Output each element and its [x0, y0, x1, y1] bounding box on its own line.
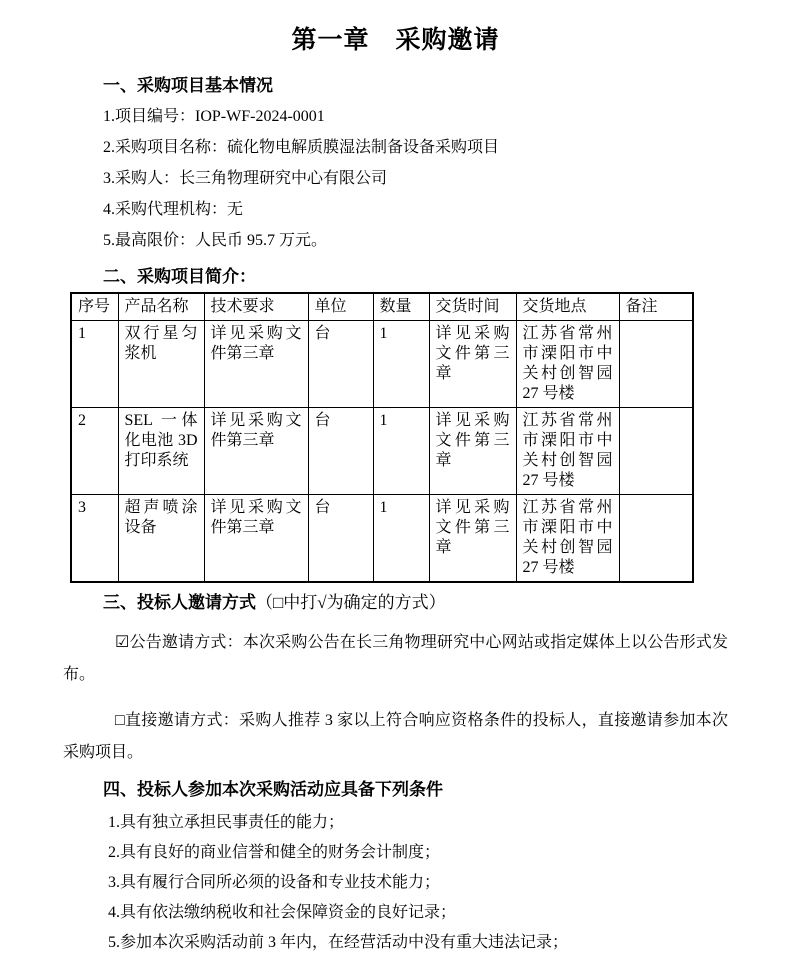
condition-item: 2.具有良好的商业信誉和健全的财务会计制度；: [108, 844, 441, 861]
direct-invite-text: 直接邀请方式：采购人推荐 3 家以上符合响应资格条件的投标人，直接邀请参加本次采购项目。: [63, 712, 728, 761]
section-4-heading: 四、投标人参加本次采购活动应具备下列条件: [103, 780, 443, 799]
section-2-heading: 二、采购项目简介：: [103, 267, 256, 286]
condition-item: 5.参加本次采购活动前 3 年内，在经营活动中没有重大违法记录；: [108, 934, 569, 951]
cell-product: SEL 一体化电池 3D 打印系统: [118, 408, 204, 495]
cell-product: 双行星匀浆机: [118, 321, 204, 408]
cell-remarks: [619, 321, 693, 408]
table-row: [71, 408, 693, 495]
col-delivery-time: 交货时间: [429, 293, 516, 321]
cell-product: 超声喷涂设备: [118, 495, 204, 583]
condition-item: 1.具有独立承担民事责任的能力；: [108, 814, 345, 831]
procurement-agency: 4.采购代理机构：无: [103, 201, 244, 218]
announcement-invite-paragraph: [63, 627, 728, 691]
cell-tech: 详见采购文件第三章: [204, 321, 308, 408]
cell-tech: 详见采购文件第三章: [204, 495, 308, 583]
project-number: 1.项目编号：IOP-WF-2024-0001: [103, 108, 325, 125]
procurement-items-table: [70, 292, 694, 583]
cell-unit: 台: [308, 408, 373, 495]
cell-delivery-time: 详见采购文件第三章: [429, 495, 516, 583]
cell-delivery-place: 江苏省常州市溧阳市中关村创智园 27 号楼: [516, 495, 619, 583]
condition-item: 3.具有履行合同所必须的设备和专业技术能力；: [108, 874, 441, 891]
cell-unit: 台: [308, 495, 373, 583]
section-3-heading-note: （□中打√为确定的方式）: [256, 593, 446, 612]
checkbox-checked-icon: ☑: [115, 634, 130, 651]
cell-delivery-place: 江苏省常州市溧阳市中关村创智园 27 号楼: [516, 408, 619, 495]
table-row: [71, 495, 693, 583]
cell-remarks: [619, 495, 693, 583]
cell-unit: 台: [308, 321, 373, 408]
cell-tech: 详见采购文件第三章: [204, 408, 308, 495]
chapter-title: 第一章 采购邀请: [291, 27, 500, 54]
section-1-heading: 一、采购项目基本情况: [103, 76, 273, 95]
cell-seq: 2: [71, 408, 118, 495]
cell-qty: 1: [373, 495, 429, 583]
table-header-row: [71, 293, 693, 321]
section-3-heading: [103, 591, 728, 614]
col-remarks: 备注: [619, 293, 693, 321]
col-unit: 单位: [308, 293, 373, 321]
col-seq: 序号: [71, 293, 118, 321]
cell-seq: 3: [71, 495, 118, 583]
project-name: 2.采购项目名称：硫化物电解质膜湿法制备设备采购项目: [103, 139, 500, 156]
cell-qty: 1: [373, 321, 429, 408]
direct-invite-paragraph: [63, 705, 728, 769]
col-product: 产品名称: [118, 293, 204, 321]
purchaser: 3.采购人：长三角物理研究中心有限公司: [103, 170, 388, 187]
col-qty: 数量: [373, 293, 429, 321]
cell-delivery-time: 详见采购文件第三章: [429, 408, 516, 495]
cell-delivery-place: 江苏省常州市溧阳市中关村创智园 27 号楼: [516, 321, 619, 408]
checkbox-unchecked-icon: □: [115, 712, 125, 729]
section-3-heading-text: 三、投标人邀请方式: [103, 593, 256, 612]
announcement-invite-text: 公告邀请方式：本次采购公告在长三角物理研究中心网站或指定媒体上以公告形式发布。: [63, 634, 728, 683]
condition-item: 4.具有依法缴纳税收和社会保障资金的良好记录；: [108, 904, 457, 921]
table-row: [71, 321, 693, 408]
cell-qty: 1: [373, 408, 429, 495]
cell-seq: 1: [71, 321, 118, 408]
col-delivery-place: 交货地点: [516, 293, 619, 321]
price-cap: 5.最高限价：人民币 95.7 万元。: [103, 232, 328, 249]
col-tech: 技术要求: [204, 293, 308, 321]
cell-delivery-time: 详见采购文件第三章: [429, 321, 516, 408]
cell-remarks: [619, 408, 693, 495]
